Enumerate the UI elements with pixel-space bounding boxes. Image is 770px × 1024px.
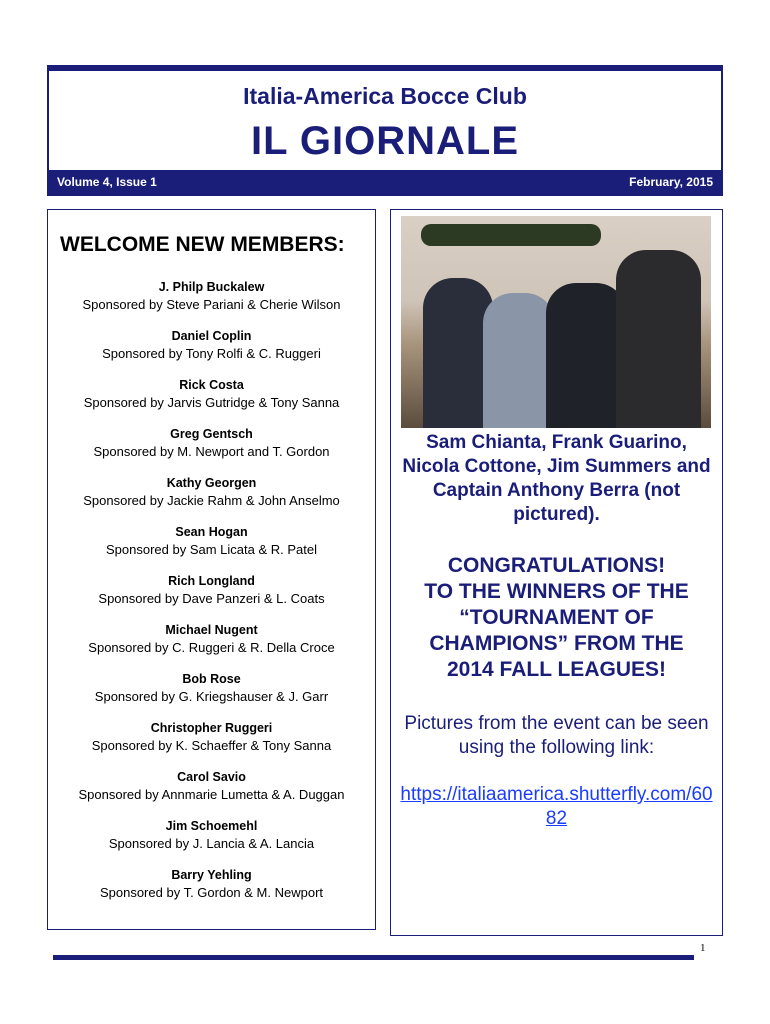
footer-rule	[53, 955, 694, 960]
member-sponsor: Sponsored by Jarvis Gutridge & Tony Sanna	[83, 395, 340, 410]
welcome-members-panel	[47, 209, 376, 930]
volume-issue: Volume 4, Issue 1	[57, 175, 157, 189]
member-name: Michael Nugent	[165, 623, 258, 637]
member-entry	[48, 475, 375, 524]
member-entry	[48, 622, 375, 671]
member-entry	[48, 769, 375, 818]
member-name: Greg Gentsch	[170, 427, 253, 441]
member-entry	[48, 377, 375, 426]
photo-person	[546, 283, 626, 428]
newsletter-title: IL GIORNALE	[250, 119, 520, 163]
photo-caption: Sam Chianta, Frank Guarino, Nicola Cottone, Jim Summers and Captain Anthony Berra (not pictured).	[402, 432, 711, 525]
member-sponsor: Sponsored by Sam Licata & R. Patel	[105, 542, 317, 557]
link-text[interactable]: https://italiaamerica.shutterfly.com/6082	[400, 784, 713, 829]
masthead	[47, 65, 723, 196]
member-sponsor: Sponsored by G. Kriegshauser & J. Garr	[94, 689, 329, 704]
member-sponsor: Sponsored by Steve Pariani & Cherie Wilson	[82, 297, 341, 312]
page-number: 1	[700, 942, 706, 954]
congrats-line: CONGRATULATIONS!	[447, 554, 666, 577]
congrats-line: “TOURNAMENT OF	[459, 606, 654, 629]
member-entry	[48, 867, 375, 916]
member-name: Christopher Ruggeri	[150, 721, 273, 735]
member-sponsor: Sponsored by Dave Panzeri & L. Coats	[98, 591, 325, 606]
member-name: Sean Hogan	[175, 525, 248, 539]
member-name: Kathy Georgen	[166, 476, 257, 490]
member-sponsor: Sponsored by Jackie Rahm & John Anselmo	[83, 493, 340, 508]
congratulations-message	[397, 553, 716, 683]
member-entry	[48, 671, 375, 720]
member-sponsor: Sponsored by C. Ruggeri & R. Della Croce	[88, 640, 335, 655]
issue-bar	[49, 170, 721, 194]
member-entry	[48, 279, 375, 328]
member-entry	[48, 818, 375, 867]
member-name: J. Philp Buckalew	[158, 280, 265, 294]
member-list	[48, 279, 375, 916]
member-sponsor: Sponsored by J. Lancia & A. Lancia	[108, 836, 315, 851]
member-entry	[48, 524, 375, 573]
member-name: Bob Rose	[182, 672, 241, 686]
welcome-heading: WELCOME NEW MEMBERS:	[60, 233, 345, 256]
photo-person	[616, 250, 701, 428]
member-name: Daniel Coplin	[171, 329, 252, 343]
member-sponsor: Sponsored by Annmarie Lumetta & A. Duggan	[78, 787, 345, 802]
member-entry	[48, 720, 375, 769]
member-entry	[48, 328, 375, 377]
congrats-line: CHAMPIONS” FROM THE	[429, 632, 684, 655]
member-name: Rich Longland	[168, 574, 255, 588]
congrats-line: TO THE WINNERS OF THE	[424, 580, 689, 603]
member-name: Barry Yehling	[171, 868, 252, 882]
member-sponsor: Sponsored by T. Gordon & M. Newport	[99, 885, 324, 900]
congrats-line: 2014 FALL LEAGUES!	[446, 658, 666, 681]
member-name: Carol Savio	[177, 770, 246, 784]
winners-photo	[401, 216, 711, 428]
pictures-info: Pictures from the event can be seen using the following link:	[404, 713, 709, 758]
member-name: Rick Costa	[179, 378, 244, 392]
member-entry	[48, 426, 375, 475]
member-name: Jim Schoemehl	[165, 819, 258, 833]
photo-garland	[421, 224, 601, 246]
photo-person	[483, 293, 555, 428]
member-sponsor: Sponsored by Tony Rolfi & C. Ruggeri	[102, 346, 321, 361]
member-entry	[48, 573, 375, 622]
issue-date: February, 2015	[629, 175, 713, 189]
tournament-panel	[390, 209, 723, 936]
member-sponsor: Sponsored by K. Schaeffer & Tony Sanna	[91, 738, 332, 753]
club-name: Italia-America Bocce Club	[243, 83, 527, 109]
member-sponsor: Sponsored by M. Newport and T. Gordon	[93, 444, 330, 459]
shutterfly-link[interactable]	[397, 783, 716, 831]
